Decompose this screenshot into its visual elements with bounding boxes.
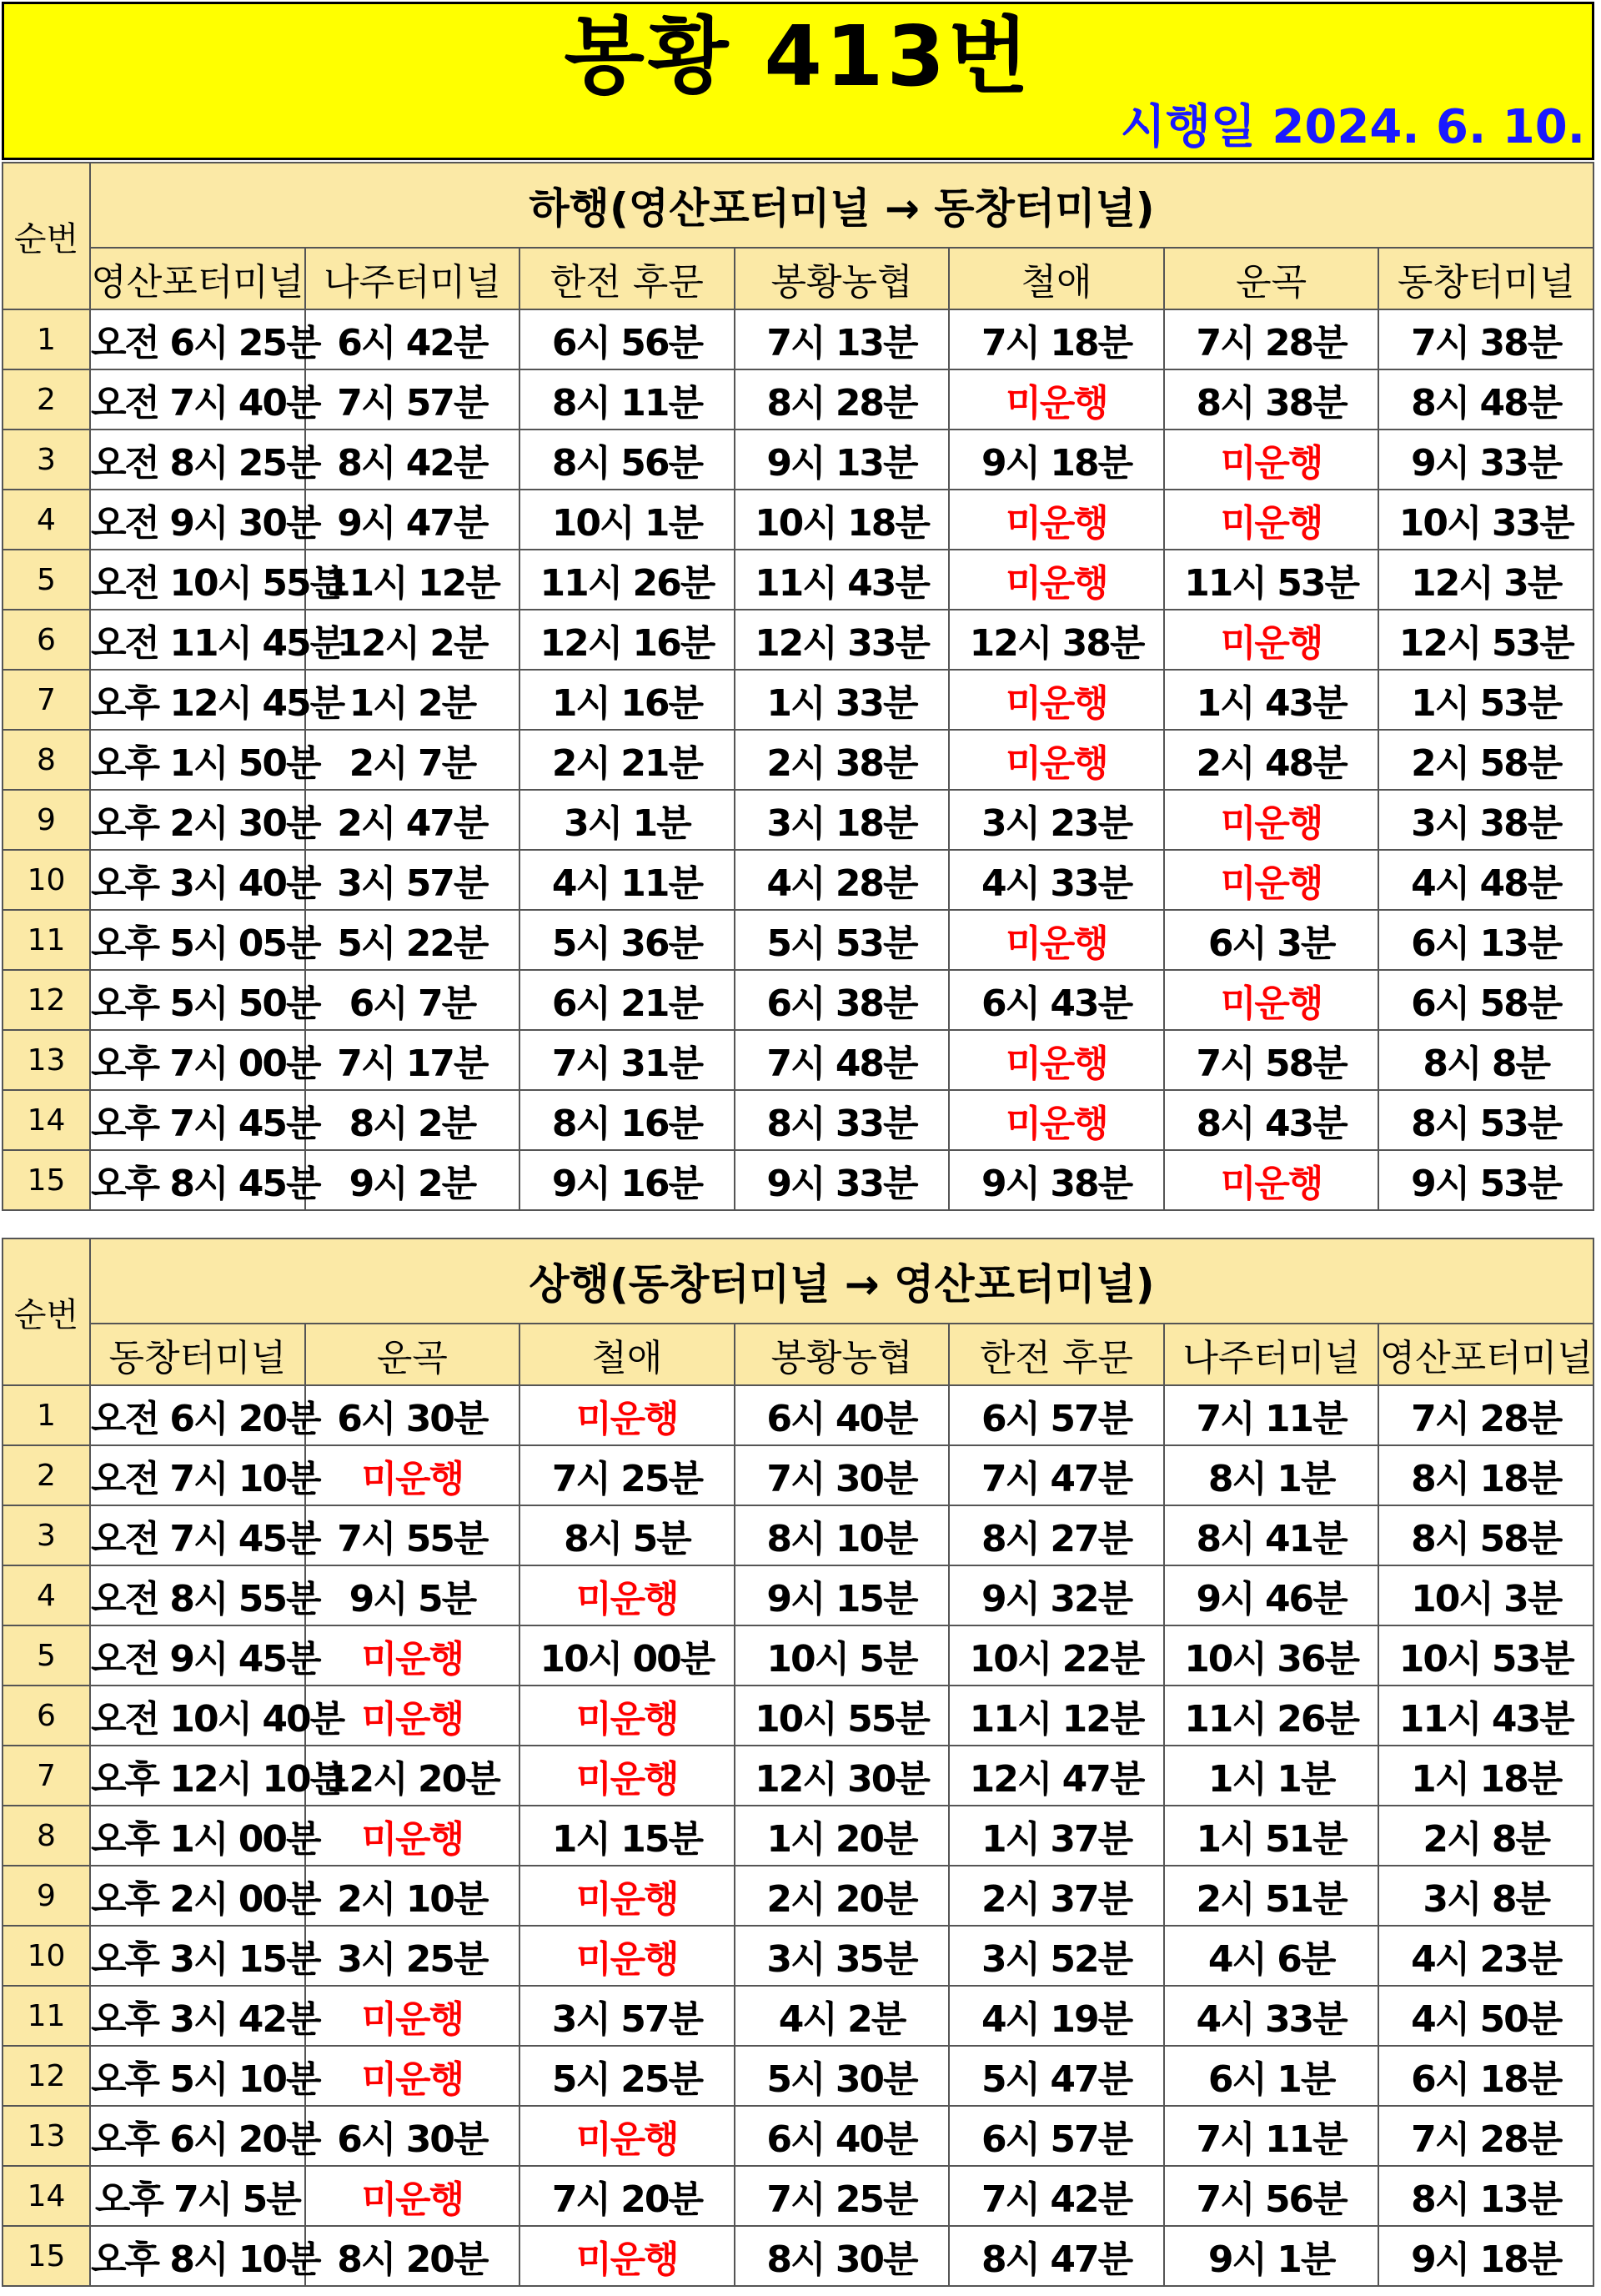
departure-time: 10시 00분 <box>519 1625 735 1686</box>
departure-time: 미운행 <box>519 1686 735 1746</box>
departure-time: 2시 48분 <box>1164 730 1379 790</box>
departure-time: 7시 11분 <box>1164 2106 1379 2166</box>
table-row <box>3 970 1593 1030</box>
seq-number: 2 <box>3 369 90 430</box>
departure-time: 4시 2분 <box>735 1986 950 2046</box>
departure-time: 7시 38분 <box>1378 309 1593 369</box>
departure-time: 7시 42분 <box>949 2166 1164 2226</box>
departure-time: 8시 18분 <box>1378 1445 1593 1505</box>
departure-time: 미운행 <box>1164 790 1379 850</box>
departure-time: 8시 13분 <box>1378 2166 1593 2226</box>
departure-time: 9시 2분 <box>305 1150 520 1210</box>
departure-time: 4시 50분 <box>1378 1986 1593 2046</box>
departure-time: 3시 1분 <box>519 790 735 850</box>
table-row <box>3 1686 1593 1746</box>
departure-time: 미운행 <box>1164 490 1379 550</box>
station-header: 영산포터미널 <box>90 248 305 309</box>
departure-time: 미운행 <box>519 1385 735 1445</box>
downbound-timetable <box>2 162 1594 1211</box>
station-header: 한전 후문 <box>519 248 735 309</box>
departure-time: 2시 38분 <box>735 730 950 790</box>
departure-time: 미운행 <box>949 1090 1164 1150</box>
seq-number: 11 <box>3 910 90 970</box>
departure-time: 10시 22분 <box>949 1625 1164 1686</box>
departure-time: 미운행 <box>1164 610 1379 670</box>
table-row <box>3 1505 1593 1565</box>
table-row <box>3 1445 1593 1505</box>
departure-time: 1시 16분 <box>519 670 735 730</box>
departure-time: 미운행 <box>305 2166 520 2226</box>
seq-number: 9 <box>3 1866 90 1926</box>
departure-time: 미운행 <box>305 1686 520 1746</box>
departure-time: 6시 40분 <box>735 2106 950 2166</box>
table-row <box>3 2106 1593 2166</box>
departure-time: 오후 5시 05분 <box>90 910 305 970</box>
departure-time: 10시 33분 <box>1378 490 1593 550</box>
departure-time: 오전 7시 45분 <box>90 1505 305 1565</box>
seq-number: 12 <box>3 970 90 1030</box>
departure-time: 8시 38분 <box>1164 369 1379 430</box>
departure-time: 미운행 <box>519 1746 735 1806</box>
table-row <box>3 910 1593 970</box>
departure-time: 미운행 <box>1164 850 1379 910</box>
departure-time: 4시 28분 <box>735 850 950 910</box>
seq-number: 4 <box>3 1565 90 1625</box>
route-title: 봉황 413번 <box>564 8 1032 105</box>
departure-time: 9시 38분 <box>949 1150 1164 1210</box>
departure-time: 8시 43분 <box>1164 1090 1379 1150</box>
table-row <box>3 850 1593 910</box>
departure-time: 7시 58분 <box>1164 1030 1379 1090</box>
departure-time: 8시 28분 <box>735 369 950 430</box>
departure-time: 미운행 <box>305 1806 520 1866</box>
departure-time: 2시 20분 <box>735 1866 950 1926</box>
departure-time: 5시 22분 <box>305 910 520 970</box>
departure-time: 오전 10시 55분 <box>90 550 305 610</box>
seq-number: 14 <box>3 2166 90 2226</box>
table-row <box>3 610 1593 670</box>
departure-time: 7시 57분 <box>305 369 520 430</box>
departure-time: 7시 31분 <box>519 1030 735 1090</box>
departure-time: 2시 7분 <box>305 730 520 790</box>
departure-time: 3시 35분 <box>735 1926 950 1986</box>
seq-number: 7 <box>3 670 90 730</box>
departure-time: 2시 58분 <box>1378 730 1593 790</box>
departure-time: 12시 16분 <box>519 610 735 670</box>
departure-time: 9시 18분 <box>1378 2226 1593 2286</box>
departure-time: 6시 30분 <box>305 1385 520 1445</box>
departure-time: 오후 7시 45분 <box>90 1090 305 1150</box>
departure-time: 9시 47분 <box>305 490 520 550</box>
departure-time: 미운행 <box>949 550 1164 610</box>
departure-time: 6시 3분 <box>1164 910 1379 970</box>
departure-time: 8시 10분 <box>735 1505 950 1565</box>
departure-time: 6시 18분 <box>1378 2046 1593 2106</box>
departure-time: 미운행 <box>519 1866 735 1926</box>
table-row <box>3 1090 1593 1150</box>
table-row <box>3 1746 1593 1806</box>
station-header: 운곡 <box>1164 248 1379 309</box>
departure-time: 4시 23분 <box>1378 1926 1593 1986</box>
departure-time: 오후 3시 42분 <box>90 1986 305 2046</box>
departure-time: 1시 18분 <box>1378 1746 1593 1806</box>
departure-time: 10시 53분 <box>1378 1625 1593 1686</box>
departure-time: 7시 18분 <box>949 309 1164 369</box>
departure-time: 2시 21분 <box>519 730 735 790</box>
departure-time: 8시 30분 <box>735 2226 950 2286</box>
departure-time: 미운행 <box>519 2106 735 2166</box>
seq-number: 12 <box>3 2046 90 2106</box>
departure-time: 미운행 <box>949 670 1164 730</box>
departure-time: 3시 57분 <box>305 850 520 910</box>
station-header: 나주터미널 <box>305 248 520 309</box>
departure-time: 12시 33분 <box>735 610 950 670</box>
table-row <box>3 1150 1593 1210</box>
seq-number: 13 <box>3 1030 90 1090</box>
table-row <box>3 1385 1593 1445</box>
seq-number: 13 <box>3 2106 90 2166</box>
departure-time: 6시 43분 <box>949 970 1164 1030</box>
seq-number: 5 <box>3 1625 90 1686</box>
departure-time: 미운행 <box>949 1030 1164 1090</box>
table-row <box>3 550 1593 610</box>
departure-time: 7시 55분 <box>305 1505 520 1565</box>
station-header: 봉황농협 <box>735 1324 950 1385</box>
seq-number: 6 <box>3 610 90 670</box>
seq-number: 7 <box>3 1746 90 1806</box>
departure-time: 6시 21분 <box>519 970 735 1030</box>
departure-time: 12시 30분 <box>735 1746 950 1806</box>
departure-time: 4시 19분 <box>949 1986 1164 2046</box>
departure-time: 오후 6시 20분 <box>90 2106 305 2166</box>
table-row <box>3 670 1593 730</box>
departure-time: 11시 53분 <box>1164 550 1379 610</box>
station-header: 나주터미널 <box>1164 1324 1379 1385</box>
departure-time: 오전 7시 10분 <box>90 1445 305 1505</box>
departure-time: 11시 26분 <box>1164 1686 1379 1746</box>
departure-time: 6시 57분 <box>949 1385 1164 1445</box>
departure-time: 1시 53분 <box>1378 670 1593 730</box>
departure-time: 8시 16분 <box>519 1090 735 1150</box>
departure-time: 11시 12분 <box>949 1686 1164 1746</box>
departure-time: 7시 28분 <box>1164 309 1379 369</box>
table-row <box>3 1926 1593 1986</box>
departure-time: 7시 13분 <box>735 309 950 369</box>
departure-time: 오전 11시 45분 <box>90 610 305 670</box>
table-row <box>3 369 1593 430</box>
departure-time: 9시 16분 <box>519 1150 735 1210</box>
departure-time: 6시 1분 <box>1164 2046 1379 2106</box>
station-header: 봉황농협 <box>735 248 950 309</box>
seq-number: 1 <box>3 1385 90 1445</box>
departure-time: 오전 8시 55분 <box>90 1565 305 1625</box>
departure-time: 1시 33분 <box>735 670 950 730</box>
departure-time: 오후 12시 45분 <box>90 670 305 730</box>
departure-time: 9시 53분 <box>1378 1150 1593 1210</box>
departure-time: 12시 2분 <box>305 610 520 670</box>
departure-time: 2시 47분 <box>305 790 520 850</box>
departure-time: 3시 23분 <box>949 790 1164 850</box>
departure-time: 5시 30분 <box>735 2046 950 2106</box>
seq-number: 9 <box>3 790 90 850</box>
departure-time: 6시 7분 <box>305 970 520 1030</box>
station-header: 철애 <box>519 1324 735 1385</box>
departure-time: 1시 20분 <box>735 1806 950 1866</box>
departure-time: 6시 42분 <box>305 309 520 369</box>
table-row <box>3 309 1593 369</box>
departure-time: 7시 25분 <box>735 2166 950 2226</box>
departure-time: 2시 8분 <box>1378 1806 1593 1866</box>
departure-time: 미운행 <box>519 1926 735 1986</box>
seq-number: 15 <box>3 1150 90 1210</box>
table-row <box>3 2226 1593 2286</box>
departure-time: 3시 25분 <box>305 1926 520 1986</box>
departure-time: 1시 43분 <box>1164 670 1379 730</box>
departure-time: 12시 47분 <box>949 1746 1164 1806</box>
departure-time: 오후 8시 45분 <box>90 1150 305 1210</box>
departure-time: 8시 33분 <box>735 1090 950 1150</box>
station-header: 철애 <box>949 248 1164 309</box>
departure-time: 오후 2시 00분 <box>90 1866 305 1926</box>
departure-time: 미운행 <box>519 1565 735 1625</box>
departure-time: 3시 52분 <box>949 1926 1164 1986</box>
departure-time: 8시 27분 <box>949 1505 1164 1565</box>
seq-number: 8 <box>3 730 90 790</box>
departure-time: 7시 17분 <box>305 1030 520 1090</box>
departure-time: 8시 42분 <box>305 430 520 490</box>
departure-time: 미운행 <box>949 910 1164 970</box>
table-row <box>3 1986 1593 2046</box>
departure-time: 4시 33분 <box>1164 1986 1379 2046</box>
seq-number: 10 <box>3 850 90 910</box>
seq-header: 순번 <box>3 163 90 309</box>
departure-time: 8시 58분 <box>1378 1505 1593 1565</box>
departure-time: 11시 43분 <box>1378 1686 1593 1746</box>
departure-time: 5시 36분 <box>519 910 735 970</box>
station-header: 한전 후문 <box>949 1324 1164 1385</box>
departure-time: 미운행 <box>305 1445 520 1505</box>
station-header: 영산포터미널 <box>1378 1324 1593 1385</box>
departure-time: 9시 1분 <box>1164 2226 1379 2286</box>
departure-time: 11시 26분 <box>519 550 735 610</box>
departure-time: 9시 18분 <box>949 430 1164 490</box>
departure-time: 오후 7시 00분 <box>90 1030 305 1090</box>
table-row <box>3 790 1593 850</box>
departure-time: 8시 8분 <box>1378 1030 1593 1090</box>
departure-time: 8시 2분 <box>305 1090 520 1150</box>
direction-header: 하행(영산포터미널 → 동창터미널) <box>90 163 1593 248</box>
departure-time: 3시 38분 <box>1378 790 1593 850</box>
departure-time: 9시 33분 <box>1378 430 1593 490</box>
departure-time: 7시 47분 <box>949 1445 1164 1505</box>
departure-time: 미운행 <box>949 369 1164 430</box>
departure-time: 오후 7시 5분 <box>90 2166 305 2226</box>
departure-time: 오전 9시 30분 <box>90 490 305 550</box>
departure-time: 7시 30분 <box>735 1445 950 1505</box>
departure-time: 8시 41분 <box>1164 1505 1379 1565</box>
departure-time: 1시 1분 <box>1164 1746 1379 1806</box>
departure-time: 미운행 <box>1164 430 1379 490</box>
departure-time: 오후 1시 50분 <box>90 730 305 790</box>
departure-time: 10시 3분 <box>1378 1565 1593 1625</box>
departure-time: 9시 5분 <box>305 1565 520 1625</box>
departure-time: 2시 37분 <box>949 1866 1164 1926</box>
departure-time: 8시 11분 <box>519 369 735 430</box>
departure-time: 6시 40분 <box>735 1385 950 1445</box>
departure-time: 10시 55분 <box>735 1686 950 1746</box>
station-header: 동창터미널 <box>90 1324 305 1385</box>
departure-time: 10시 1분 <box>519 490 735 550</box>
departure-time: 7시 20분 <box>519 2166 735 2226</box>
departure-time: 6시 56분 <box>519 309 735 369</box>
table-row <box>3 730 1593 790</box>
departure-time: 9시 13분 <box>735 430 950 490</box>
departure-time: 12시 3분 <box>1378 550 1593 610</box>
departure-time: 12시 53분 <box>1378 610 1593 670</box>
table-row <box>3 430 1593 490</box>
departure-time: 10시 36분 <box>1164 1625 1379 1686</box>
departure-time: 3시 57분 <box>519 1986 735 2046</box>
departure-time: 오후 3시 40분 <box>90 850 305 910</box>
departure-time: 6시 30분 <box>305 2106 520 2166</box>
departure-time: 6시 13분 <box>1378 910 1593 970</box>
departure-time: 9시 32분 <box>949 1565 1164 1625</box>
departure-time: 12시 38분 <box>949 610 1164 670</box>
direction-header: 상행(동창터미널 → 영산포터미널) <box>90 1238 1593 1324</box>
departure-time: 오후 8시 10분 <box>90 2226 305 2286</box>
departure-time: 미운행 <box>305 2046 520 2106</box>
departure-time: 4시 6분 <box>1164 1926 1379 1986</box>
departure-time: 오전 8시 25분 <box>90 430 305 490</box>
departure-time: 미운행 <box>1164 1150 1379 1210</box>
departure-time: 5시 47분 <box>949 2046 1164 2106</box>
departure-time: 미운행 <box>949 730 1164 790</box>
departure-time: 7시 56분 <box>1164 2166 1379 2226</box>
seq-header: 순번 <box>3 1238 90 1385</box>
departure-time: 7시 48분 <box>735 1030 950 1090</box>
departure-time: 4시 33분 <box>949 850 1164 910</box>
departure-time: 7시 28분 <box>1378 1385 1593 1445</box>
table-row <box>3 1806 1593 1866</box>
departure-time: 8시 48분 <box>1378 369 1593 430</box>
departure-time: 3시 8분 <box>1378 1866 1593 1926</box>
timetable-header <box>2 2 1594 160</box>
departure-time: 9시 46분 <box>1164 1565 1379 1625</box>
departure-time: 미운행 <box>1164 970 1379 1030</box>
departure-time: 1시 51분 <box>1164 1806 1379 1866</box>
seq-number: 6 <box>3 1686 90 1746</box>
departure-time: 12시 20분 <box>305 1746 520 1806</box>
departure-time: 미운행 <box>305 1986 520 2046</box>
departure-time: 오전 6시 20분 <box>90 1385 305 1445</box>
seq-number: 11 <box>3 1986 90 2046</box>
departure-time: 오후 2시 30분 <box>90 790 305 850</box>
table-row <box>3 1565 1593 1625</box>
seq-number: 3 <box>3 1505 90 1565</box>
departure-time: 2시 51분 <box>1164 1866 1379 1926</box>
departure-time: 8시 47분 <box>949 2226 1164 2286</box>
departure-time: 7시 28분 <box>1378 2106 1593 2166</box>
departure-time: 11시 12분 <box>305 550 520 610</box>
departure-time: 1시 2분 <box>305 670 520 730</box>
table-row <box>3 1866 1593 1926</box>
station-header: 운곡 <box>305 1324 520 1385</box>
departure-time: 오후 5시 10분 <box>90 2046 305 2106</box>
seq-number: 4 <box>3 490 90 550</box>
departure-time: 7시 25분 <box>519 1445 735 1505</box>
departure-time: 11시 43분 <box>735 550 950 610</box>
departure-time: 3시 18분 <box>735 790 950 850</box>
departure-time: 5시 53분 <box>735 910 950 970</box>
departure-time: 8시 5분 <box>519 1505 735 1565</box>
departure-time: 1시 15분 <box>519 1806 735 1866</box>
departure-time: 2시 10분 <box>305 1866 520 1926</box>
departure-time: 10시 5분 <box>735 1625 950 1686</box>
departure-time: 오전 7시 40분 <box>90 369 305 430</box>
seq-number: 14 <box>3 1090 90 1150</box>
departure-time: 오전 9시 45분 <box>90 1625 305 1686</box>
seq-number: 10 <box>3 1926 90 1986</box>
table-row <box>3 2166 1593 2226</box>
departure-time: 오후 3시 15분 <box>90 1926 305 1986</box>
departure-time: 미운행 <box>519 2226 735 2286</box>
departure-time: 4시 48분 <box>1378 850 1593 910</box>
table-row <box>3 1625 1593 1686</box>
departure-time: 8시 20분 <box>305 2226 520 2286</box>
departure-time: 오전 6시 25분 <box>90 309 305 369</box>
effective-date: 시행일 2024. 6. 10. <box>1120 100 1585 154</box>
seq-number: 15 <box>3 2226 90 2286</box>
seq-number: 8 <box>3 1806 90 1866</box>
seq-number: 2 <box>3 1445 90 1505</box>
departure-time: 6시 38분 <box>735 970 950 1030</box>
departure-time: 오후 12시 10분 <box>90 1746 305 1806</box>
table-row <box>3 1030 1593 1090</box>
table-row <box>3 2046 1593 2106</box>
station-header: 동창터미널 <box>1378 248 1593 309</box>
departure-time: 4시 11분 <box>519 850 735 910</box>
departure-time: 7시 11분 <box>1164 1385 1379 1445</box>
departure-time: 5시 25분 <box>519 2046 735 2106</box>
departure-time: 8시 56분 <box>519 430 735 490</box>
departure-time: 6시 57분 <box>949 2106 1164 2166</box>
upbound-timetable <box>2 1238 1594 2287</box>
departure-time: 6시 58분 <box>1378 970 1593 1030</box>
departure-time: 오전 10시 40분 <box>90 1686 305 1746</box>
departure-time: 오후 5시 50분 <box>90 970 305 1030</box>
table-row <box>3 490 1593 550</box>
departure-time: 오후 1시 00분 <box>90 1806 305 1866</box>
departure-time: 10시 18분 <box>735 490 950 550</box>
seq-number: 1 <box>3 309 90 369</box>
departure-time: 1시 37분 <box>949 1806 1164 1866</box>
seq-number: 5 <box>3 550 90 610</box>
departure-time: 9시 15분 <box>735 1565 950 1625</box>
departure-time: 미운행 <box>949 490 1164 550</box>
departure-time: 8시 53분 <box>1378 1090 1593 1150</box>
departure-time: 미운행 <box>305 1625 520 1686</box>
departure-time: 9시 33분 <box>735 1150 950 1210</box>
seq-number: 3 <box>3 430 90 490</box>
departure-time: 8시 1분 <box>1164 1445 1379 1505</box>
